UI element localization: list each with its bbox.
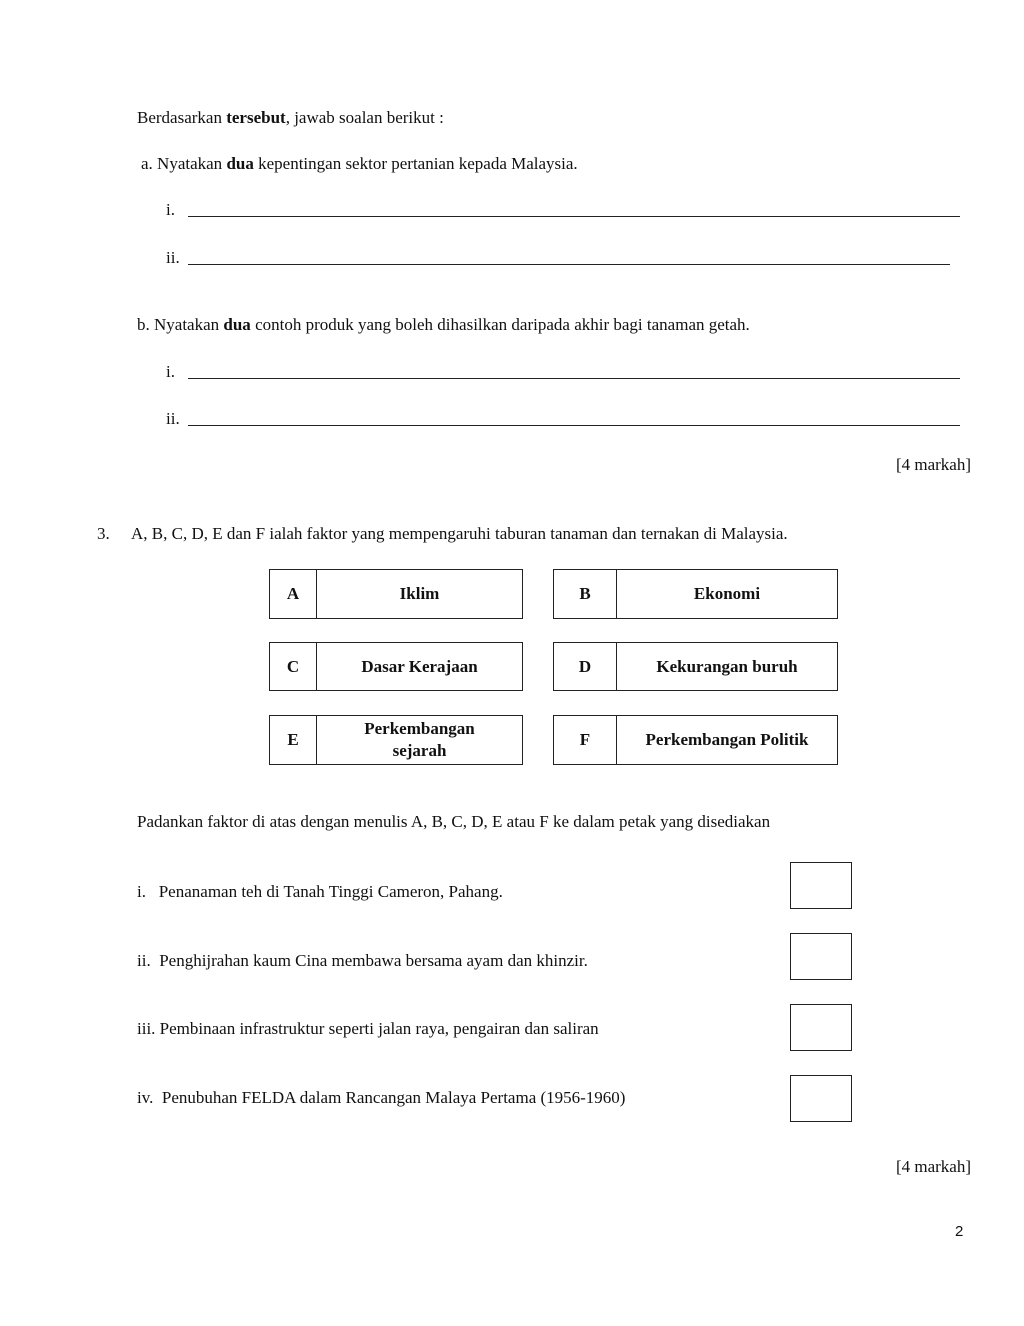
factor-box-f [553, 715, 838, 765]
q2a-answer-label-1: i. [166, 200, 175, 219]
factor-letter: F [554, 716, 617, 764]
q3-number: 3. [97, 524, 110, 543]
factor-letter: C [270, 643, 317, 690]
factor-box-c [269, 642, 523, 691]
q3-instruction: Padankan faktor di atas dengan menulis A, B, C, D, E atau F ke dalam petak yang disediakan [137, 812, 771, 831]
intro-pre: Berdasarkan [137, 108, 227, 127]
q2a-answer-line-1[interactable] [188, 216, 960, 217]
factor-box-a [269, 569, 523, 619]
marks-label-2: [4 markah] [895, 1157, 971, 1176]
q2b-answer-label-2: ii. [166, 409, 180, 428]
factor-box-d [553, 642, 838, 691]
q2b-pre: b. Nyatakan [137, 315, 224, 334]
q2a-post: kepentingan sektor pertanian kepada Malaysia. [253, 154, 578, 173]
factor-label: Iklim [399, 584, 440, 603]
q2b-answer-line-1[interactable] [188, 378, 960, 379]
page-number: 2 [955, 1223, 964, 1240]
factor-letter: B [554, 570, 617, 618]
q3-item-1: i. Penanaman teh di Tanah Tinggi Cameron, Pahang. [137, 882, 503, 901]
intro-post: , jawab soalan berikut : [285, 108, 444, 127]
intro-bold: tersebut [226, 108, 286, 127]
q2a-bold: dua [226, 154, 254, 173]
factor-label: Perkembangan sejarah [364, 719, 475, 760]
question-2b [137, 315, 750, 335]
factor-letter: A [270, 570, 317, 618]
q2b-answer-line-2[interactable] [188, 425, 960, 426]
factor-label: Kekurangan buruh [656, 656, 798, 676]
q3-item-3: iii. Pembinaan infrastruktur seperti jalan raya, pengairan dan saliran [137, 1019, 599, 1038]
q3-text: A, B, C, D, E dan F ialah faktor yang mempengaruhi taburan tanaman dan ternakan di Malaysia. [131, 524, 788, 543]
q2a-answer-label-2: ii. [166, 248, 180, 267]
answer-box-4[interactable] [790, 1075, 852, 1122]
factor-letter: D [554, 643, 617, 690]
q2b-bold: dua [223, 315, 251, 334]
factor-letter: E [270, 716, 317, 764]
q3-item-4: iv. Penubuhan FELDA dalam Rancangan Malaya Pertama (1956-1960) [137, 1088, 626, 1107]
factor-label: Perkembangan Politik [645, 730, 809, 749]
marks-label-1: [4 markah] [895, 455, 971, 474]
factor-label: Dasar Kerajaan [361, 656, 478, 676]
factor-label: Ekonomi [693, 584, 761, 603]
factor-box-b [553, 569, 838, 619]
q2a-answer-line-2[interactable] [188, 264, 950, 265]
question-2a [141, 154, 578, 174]
q2b-answer-label-1: i. [166, 362, 175, 381]
factor-box-e [269, 715, 523, 765]
answer-box-3[interactable] [790, 1004, 852, 1051]
q2a-pre: a. Nyatakan [141, 154, 227, 173]
intro-text [137, 108, 444, 128]
q3-item-2: ii. Penghijrahan kaum Cina membawa bersama ayam dan khinzir. [137, 951, 588, 970]
q2b-post: contoh produk yang boleh dihasilkan daripada akhir bagi tanaman getah. [250, 315, 750, 334]
answer-box-1[interactable] [790, 862, 852, 909]
answer-box-2[interactable] [790, 933, 852, 980]
